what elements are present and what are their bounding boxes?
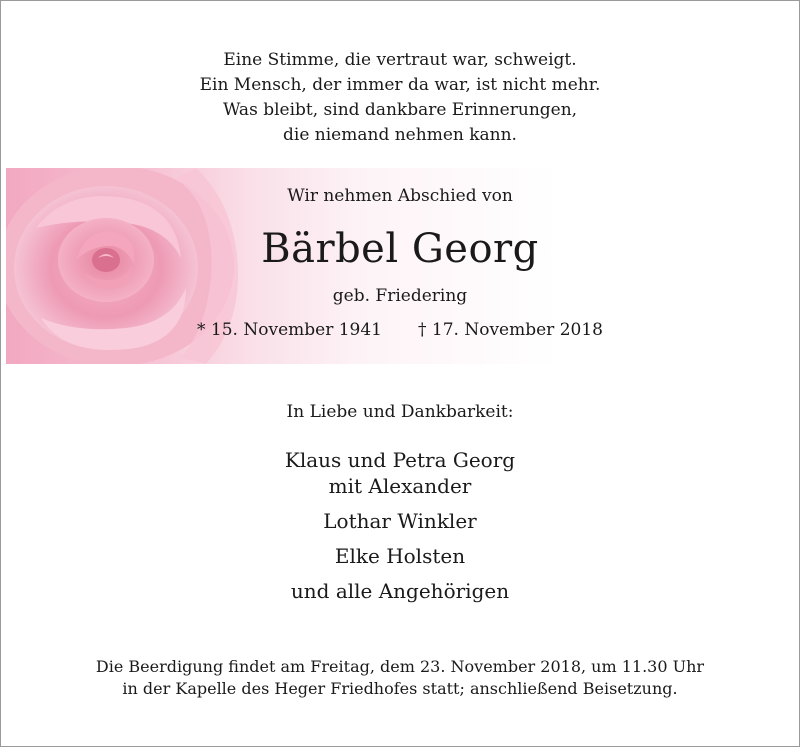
poem-line: Ein Mensch, der immer da war, ist nicht mehr. xyxy=(199,75,601,95)
mourner: Elke Holsten xyxy=(334,544,466,568)
life-dates xyxy=(0,320,800,340)
mourners-list xyxy=(0,447,800,604)
birth-date: * 15. November 1941 xyxy=(197,320,382,340)
poem-line: Was bleibt, sind dankbare Erinnerungen, xyxy=(222,100,578,120)
maiden-name: geb. Friedering xyxy=(332,286,468,306)
funeral-line: Die Beerdigung findet am Freitag, dem 23. November 2018, um 11.30 Uhr xyxy=(95,657,705,676)
mourner: Klaus und Petra Georg xyxy=(284,448,516,472)
mourner: mit Alexander xyxy=(328,474,472,498)
farewell-intro: Wir nehmen Abschied von xyxy=(287,186,513,206)
funeral-line: in der Kapelle des Heger Friedhofes statt; anschließend Beisetzung. xyxy=(122,679,678,698)
poem-line: die niemand nehmen kann. xyxy=(283,125,517,145)
gratitude-line: In Liebe und Dankbarkeit: xyxy=(286,402,514,422)
mourner: und alle Angehörigen xyxy=(290,579,510,603)
mourner: Lothar Winkler xyxy=(323,509,477,533)
deceased-name: Bärbel Georg xyxy=(261,226,539,272)
poem xyxy=(0,48,800,148)
poem-line: Eine Stimme, die vertraut war, schweigt. xyxy=(223,50,577,70)
funeral-notice xyxy=(0,656,800,700)
death-date: † 17. November 2018 xyxy=(418,320,603,340)
